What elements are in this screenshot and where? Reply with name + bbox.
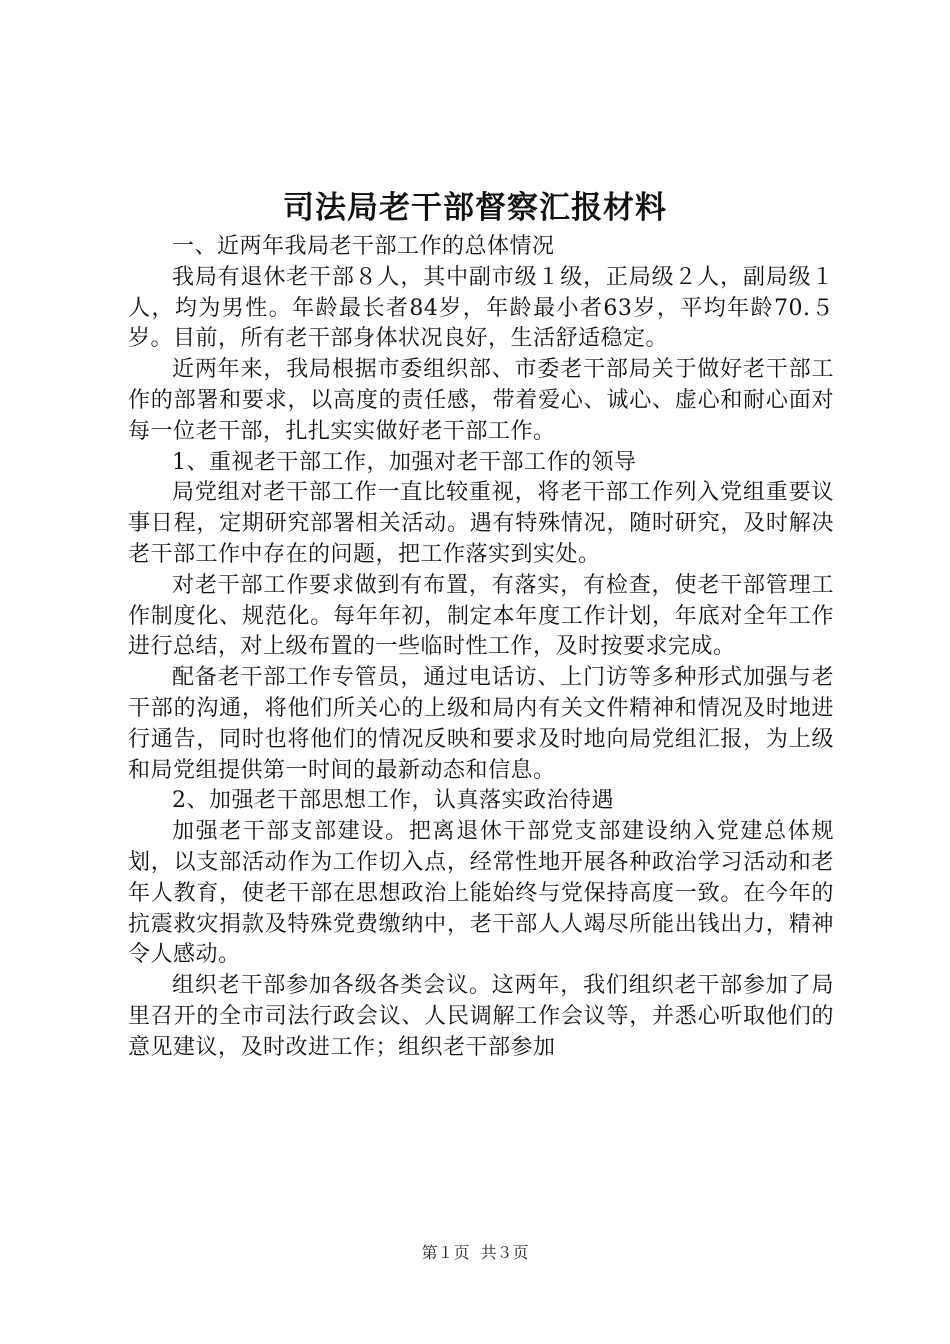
subsection-heading: 1、重视老干部工作，加强对老干部工作的领导 [172,449,637,475]
paragraph: 配备老干部工作专管员，通过电话访、上门访等多种形式加强与老干部的沟通，将他们所关心的上级和局内有关文件精神和情况及时地进行通告，同时也将他们的情况反映和要求及时地向局党组汇报，为上级和局党组提供第一时间的最新动态和信息。 [128,665,834,783]
document-title: 司法局老干部督察汇报材料 [283,190,667,226]
document-body [128,232,834,1064]
section-heading: 一、近两年我局老干部工作的总体情况 [172,234,555,259]
page-footer [0,1242,950,1264]
paragraph: 组织老干部参加各级各类会议。这两年，我们组织老干部参加了局里召开的全市司法行政会议、人民调解工作会议等，并悉心听取他们的意见建议，及时改进工作；组织老干部参加 [128,973,834,1060]
page-number: 第１页 [421,1243,470,1262]
page-total: 共３页 [480,1243,529,1262]
paragraph: 我局有退休老干部８人，其中副市级１级，正局级２人，副局级１人，均为男性。年龄最长者84岁，年龄最小者63岁，平均年龄70.５岁。目前，所有老干部身体状况良好，生活舒适稳定。 [128,264,834,352]
paragraph: 加强老干部支部建设。把离退休干部党支部建设纳入党建总体规划，以支部活动作为工作切入点，经常性地开展各种政治学习活动和老年人教育，使老干部在思想政治上能始终与党保持高度一致。在今年的抗震救灾捐款及特殊党费缴纳中，老干部人人竭尽所能出钱出力，精神令人感动。 [128,819,834,968]
paragraph: 近两年来，我局根据市委组织部、市委老干部局关于做好老干部工作的部署和要求，以高度的责任感，带着爱心、诚心、虚心和耐心面对每一位老干部，扎扎实实做好老干部工作。 [128,357,834,444]
subsection-heading: 2、加强老干部思想工作，认真落实政治待遇 [172,788,614,814]
paragraph: 局党组对老干部工作一直比较重视，将老干部工作列入党组重要议事日程，定期研究部署相关活动。遇有特殊情况，随时研究，及时解决老干部工作中存在的问题，把工作落实到实处。 [128,480,834,567]
paragraph: 对老干部工作要求做到有布置，有落实，有检查，使老干部管理工作制度化、规范化。每年年初，制定本年度工作计划，年底对全年工作进行总结，对上级布置的一些临时性工作，及时按要求完成。 [128,572,834,660]
